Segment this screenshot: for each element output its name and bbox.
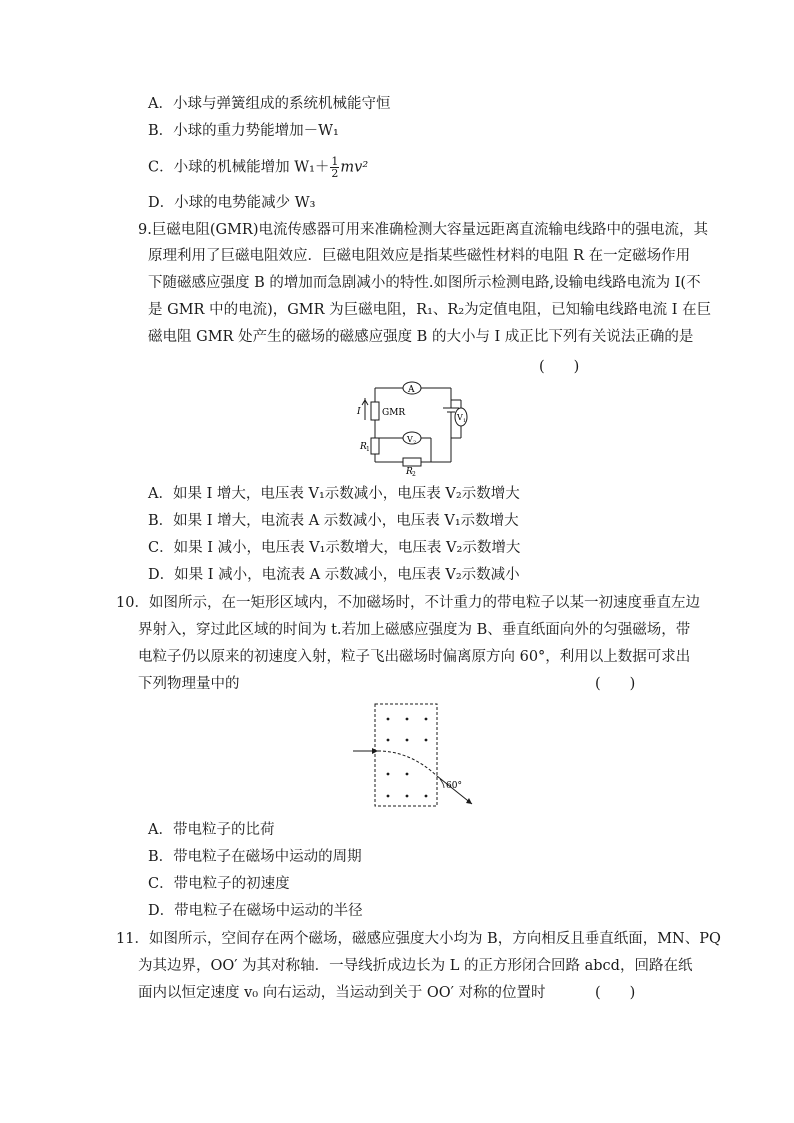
r2-resistor — [403, 458, 421, 466]
q10-field-diagram — [350, 700, 480, 810]
q10-option-b: B．带电粒子在磁场中运动的周期 — [148, 849, 362, 865]
angle-label: 60° — [446, 781, 462, 791]
field-dots — [387, 718, 428, 798]
r1-label: R — [360, 442, 367, 452]
q10-stem-line-3: 电粒子仍以原来的初速度入射，粒子飞出磁场时偏离原方向 60°，利用以上数据可求出 — [138, 649, 691, 665]
q10-option-d: D．带电粒子在磁场中运动的半径 — [148, 903, 363, 919]
v2-subscript: 2 — [413, 440, 417, 446]
fraction — [330, 156, 339, 179]
ammeter-label: A — [408, 385, 415, 395]
v1-label: V — [457, 413, 463, 422]
current-label: I — [357, 407, 361, 417]
q10-option-a: A．带电粒子的比荷 — [148, 822, 275, 838]
q10-stem-line-2: 界射入，穿过此区域的时间为 t.若加上磁感应强度为 B、垂直纸面向外的匀强磁场，带 — [138, 622, 691, 638]
q9-circuit-diagram — [355, 378, 470, 476]
q9-option-c: C．如果 I 减小，电压表 V₁示数增大，电压表 V₂示数增大 — [148, 540, 521, 556]
q9-option-a: A．如果 I 增大，电压表 V₁示数减小，电压表 V₂示数增大 — [148, 486, 520, 502]
q11-stem-line-3: 面内以恒定速度 v₀ 向右运动，当运动到关于 OO′ 对称的位置时 — [138, 985, 546, 1001]
q8-option-c-text: C．小球的机械能增加 W₁＋ — [148, 159, 330, 176]
q9-option-b: B．如果 I 增大，电流表 A 示数减小，电压表 V₁示数增大 — [148, 513, 519, 529]
gmr-resistor — [371, 402, 379, 420]
fraction-numerator: 1 — [331, 155, 339, 168]
q9-stem-line-3: 下随磁感应强度 B 的增加而急剧减小的特性.如图所示检测电路,设输电线路电流为 I(不 — [148, 275, 701, 291]
q9-stem-line-1: 9.巨磁电阻(GMR)电流传感器可用来准确检测大容量远距离直流输电线路中的强电流，其 — [138, 222, 708, 238]
q9-stem-line-2: 原理利用了巨磁电阻效应．巨磁电阻效应是指某些磁性材料的电阻 R 在一定磁场作用 — [148, 248, 691, 264]
q10-stem-line-4: 下列物理量中的 — [138, 676, 240, 692]
q9-option-d: D．如果 I 减小，电流表 A 示数减小，电压表 V₂示数减小 — [148, 567, 520, 583]
q8-option-d: D．小球的电势能减少 W₃ — [148, 195, 316, 211]
q8-option-b: B．小球的重力势能增加－W₁ — [148, 123, 339, 139]
r2-subscript: 2 — [412, 471, 416, 476]
v2-label: V — [407, 435, 413, 444]
q9-answer-paren: ( ) — [539, 359, 580, 375]
q11-stem-line-2: 为其边界，OO′ 为其对称轴．一导线折成边长为 L 的正方形闭合回路 abcd，回路在纸 — [138, 958, 693, 974]
q8-option-c — [148, 156, 368, 179]
q8-option-a: A．小球与弹簧组成的系统机械能守恒 — [148, 96, 391, 112]
q9-stem-line-5: 磁电阻 GMR 处产生的磁场的磁感应强度 B 的大小与 I 成正比下列有关说法正确的是 — [148, 329, 694, 345]
r1-resistor — [371, 438, 379, 454]
q10-answer-paren: ( ) — [595, 676, 636, 692]
q11-answer-paren: ( ) — [595, 985, 636, 1001]
v1-subscript: 1 — [463, 418, 467, 424]
q10-option-c: C．带电粒子的初速度 — [148, 876, 290, 892]
q8-option-c-suffix: mv² — [340, 159, 369, 176]
fraction-denominator: 2 — [331, 167, 339, 180]
curved-path — [378, 751, 437, 776]
r1-subscript: 1 — [366, 446, 370, 453]
q10-stem-line-1: 10．如图所示，在一矩形区域内，不加磁场时，不计重力的带电粒子以某一初速度垂直左边 — [116, 595, 700, 611]
gmr-label: GMR — [382, 408, 406, 418]
r2-label: R — [406, 467, 413, 476]
q9-stem-line-4: 是 GMR 中的电流)，GMR 为巨磁电阻，R₁、R₂为定值电阻，已知输电线路电流 I 在巨 — [148, 302, 712, 318]
q11-stem-line-1: 11．如图所示，空间存在两个磁场，磁感应强度大小均为 B，方向相反且垂直纸面，MN、PQ — [116, 931, 721, 947]
